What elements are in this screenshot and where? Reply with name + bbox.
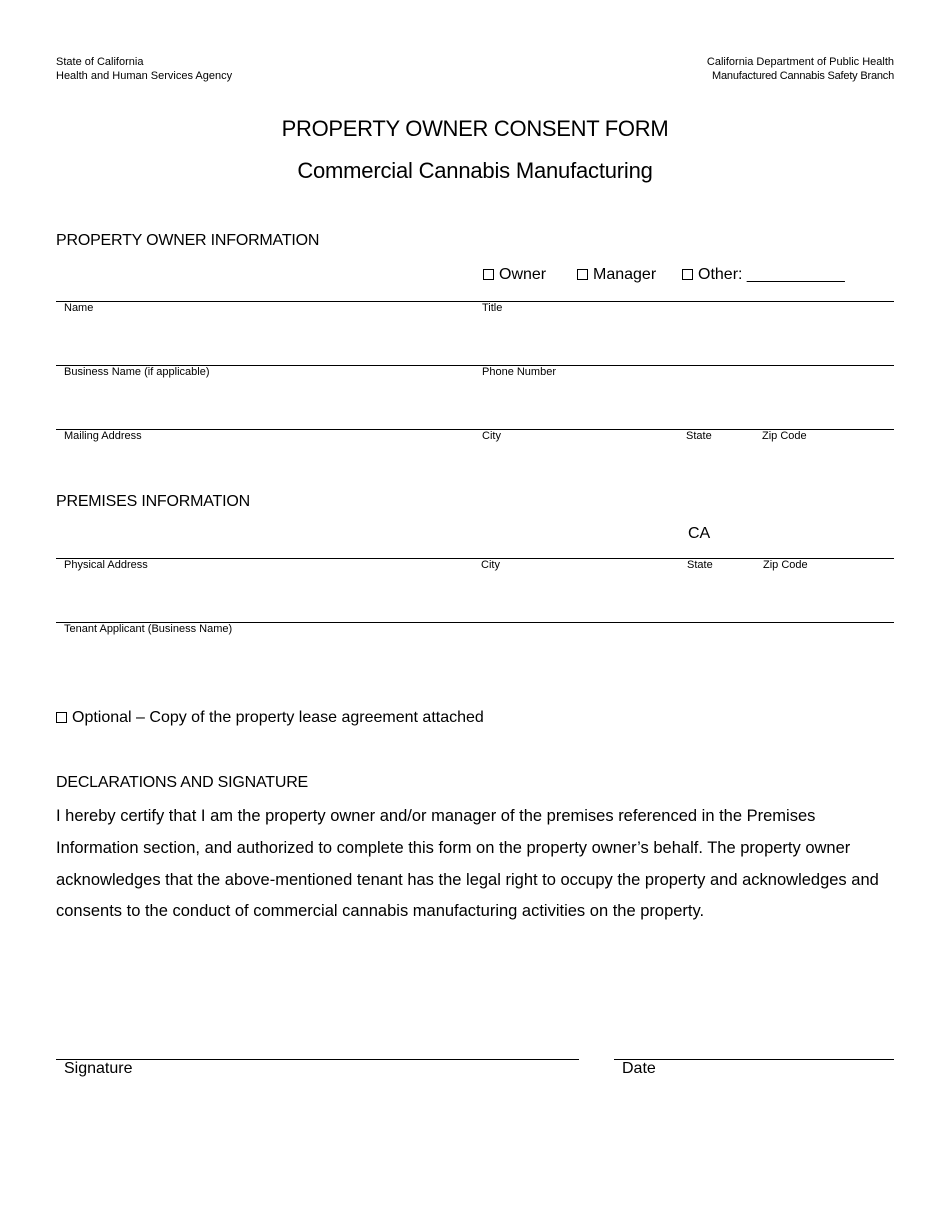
manager-checkbox[interactable]	[577, 269, 588, 280]
optional-lease-label: Optional – Copy of the property lease agreement attached	[72, 709, 484, 726]
owner-section-heading: PROPERTY OWNER INFORMATION	[56, 232, 320, 249]
header-department-name: California Department of Public Health	[706, 56, 894, 68]
date-label: Date	[622, 1060, 656, 1077]
title-label: Title	[482, 302, 503, 314]
signature-label: Signature	[64, 1060, 133, 1077]
mailing-address-label: Mailing Address	[64, 430, 142, 442]
other-checkbox[interactable]	[682, 269, 693, 280]
premises-section-heading: PREMISES INFORMATION	[56, 493, 250, 510]
row-line-name	[56, 301, 894, 302]
role-manager-option[interactable]	[577, 266, 656, 284]
business-name-label: Business Name (if applicable)	[64, 366, 210, 378]
role-other-option[interactable]	[682, 266, 845, 284]
premises-city-label: City	[481, 559, 500, 571]
name-label: Name	[64, 302, 94, 314]
premises-state-label: State	[687, 559, 713, 571]
premises-state-value: CA	[688, 525, 711, 542]
mailing-zip-label: Zip Code	[762, 430, 807, 442]
lease-checkbox[interactable]	[56, 712, 67, 723]
declarations-heading: DECLARATIONS AND SIGNATURE	[56, 774, 309, 791]
form-subtitle: Commercial Cannabis Manufacturing	[297, 158, 653, 183]
mailing-city-label: City	[482, 430, 501, 442]
header-branch-name: Manufactured Cannabis Safety Branch	[712, 70, 894, 82]
signature-line	[56, 1059, 579, 1060]
header-department	[707, 55, 894, 83]
header-agency	[56, 55, 232, 83]
date-line	[614, 1059, 894, 1060]
role-owner-option[interactable]	[483, 266, 546, 284]
form-title: PROPERTY OWNER CONSENT FORM	[281, 116, 669, 141]
role-other-label: Other: ___________	[698, 266, 845, 283]
role-owner-label: Owner	[499, 266, 547, 283]
owner-checkbox[interactable]	[483, 269, 494, 280]
header-state: State of California	[56, 56, 144, 68]
header-agency-name: Health and Human Services Agency	[56, 70, 233, 82]
tenant-applicant-label: Tenant Applicant (Business Name)	[64, 623, 233, 635]
premises-zip-label: Zip Code	[763, 559, 808, 571]
optional-lease-option[interactable]	[56, 709, 484, 727]
role-manager-label: Manager	[593, 266, 657, 283]
mailing-state-label: State	[686, 430, 712, 442]
declarations-text: I hereby certify that I am the property owner and/or manager of the premises referenced in the Premises Information section, and authorized to complete this form on the property owner’s behalf. The property owner acknowledges that the above-mentioned tenant has the legal right to occupy the property and acknowledges and consents to the conduct of commercial cannabis manufacturing activities on the property.	[56, 807, 879, 921]
phone-number-label: Phone Number	[482, 366, 556, 378]
physical-address-label: Physical Address	[64, 559, 148, 571]
